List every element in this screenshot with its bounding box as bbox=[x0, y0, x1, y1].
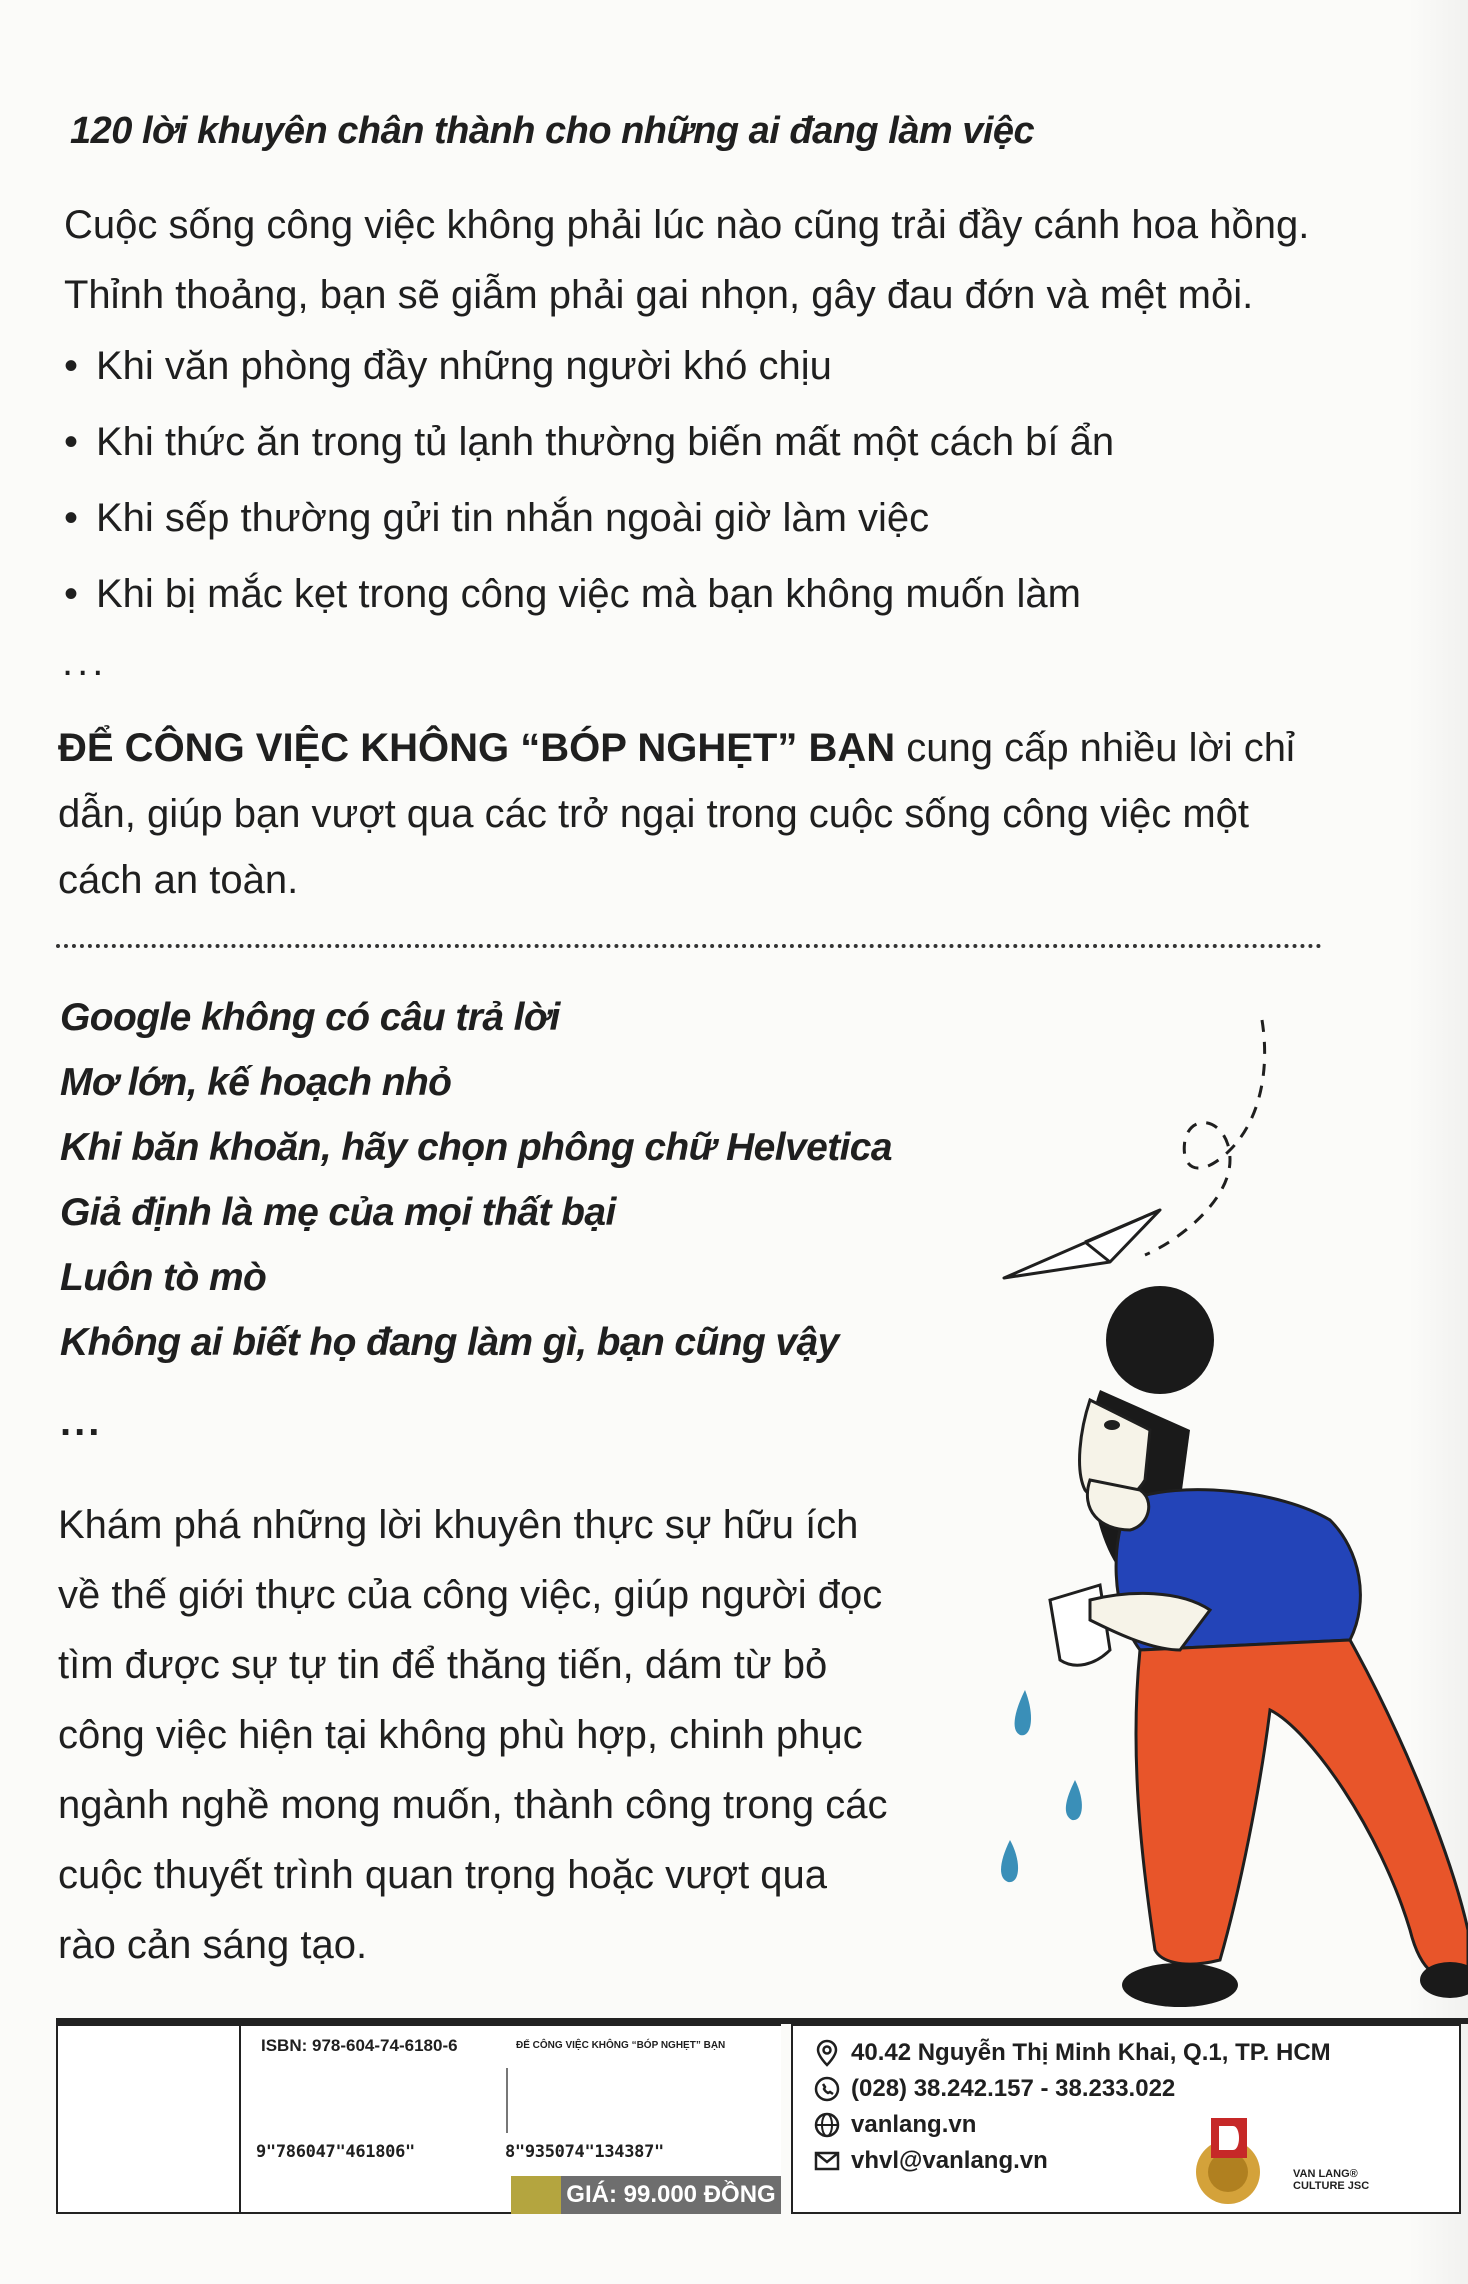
address-row bbox=[813, 2036, 1331, 2070]
ean-number: 8"935074"134387" bbox=[505, 2142, 664, 2162]
bullet-item: • Khi văn phòng đầy những người khó chịu bbox=[64, 328, 1114, 404]
footer bbox=[56, 2024, 1468, 2224]
woman-with-paper-plane-illustration bbox=[980, 1010, 1468, 2030]
barcode-book-title: ĐỂ CÔNG VIỆC KHÔNG “BÓP NGHẸT” BẠN bbox=[516, 2040, 726, 2051]
barcode-area bbox=[241, 2024, 781, 2214]
address-text: 40.42 Nguyễn Thị Minh Khai, Q.1, TP. HCM bbox=[851, 2039, 1331, 2066]
website-text[interactable]: vanlang.vn bbox=[851, 2111, 977, 2138]
brand-line: VAN LANG® bbox=[1293, 2168, 1358, 2180]
dotted-divider bbox=[56, 944, 1322, 948]
quote-item: Không ai biết họ đang làm gì, bạn cũng vậy bbox=[60, 1321, 839, 1364]
van-lang-logo bbox=[1183, 2110, 1273, 2210]
quote-list bbox=[60, 985, 892, 1375]
quote-item: Luôn tò mò bbox=[60, 1256, 267, 1299]
water-drop bbox=[1001, 1840, 1018, 1882]
summary-text: cung cấp nhiều lời chỉ dẫn, giúp bạn vượt qua các trở ngại trong cuộc sống công việc một cách an toàn. bbox=[58, 726, 1295, 902]
intro-paragraph: Cuộc sống công việc không phải lúc nào cũng trải đầy cánh hoa hồng. Thỉnh thoảng, bạn sẽ giẫm phải gai nhọn, gây đau đớn và mệt mỏi. bbox=[64, 203, 1310, 317]
quote-item: Giả định là mẹ của mọi thất bại bbox=[60, 1191, 616, 1234]
brand-name bbox=[1293, 2168, 1369, 2192]
heading: 120 lời khuyên chân thành cho những ai đang làm việc bbox=[70, 110, 1035, 152]
email-row bbox=[813, 2144, 1048, 2178]
website-row bbox=[813, 2108, 976, 2142]
phone-row bbox=[813, 2072, 1175, 2106]
ellipsis: ... bbox=[62, 640, 108, 684]
bullet-list bbox=[64, 328, 1114, 632]
water-drop bbox=[1015, 1690, 1031, 1735]
globe-icon bbox=[813, 2111, 841, 2139]
mail-icon bbox=[813, 2147, 841, 2175]
bullet-item: • Khi bị mắc kẹt trong công việc mà bạn không muốn làm bbox=[64, 556, 1114, 632]
quote-item: Khi băn khoăn, hãy chọn phông chữ Helvetica bbox=[60, 1126, 892, 1169]
ellipsis: ... bbox=[60, 1400, 103, 1444]
book-title: ĐỂ CÔNG VIỆC KHÔNG “BÓP NGHẸT” BẠN bbox=[58, 726, 896, 770]
flight-path bbox=[1145, 1020, 1265, 1255]
ean-number: 9"786047"461806" bbox=[256, 2142, 415, 2162]
bullet-item: • Khi thức ăn trong tủ lạnh thường biến mất một cách bí ẩn bbox=[64, 404, 1114, 480]
publisher-contact bbox=[791, 2024, 1461, 2214]
phone-text: (028) 38.242.157 - 38.233.022 bbox=[851, 2075, 1176, 2102]
isbn-text: ISBN: 978-604-74-6180-6 bbox=[261, 2036, 458, 2055]
pants bbox=[1136, 1640, 1468, 1978]
price-label: GIÁ: 99.000 ĐỒNG bbox=[561, 2176, 781, 2214]
brand-line: CULTURE JSC bbox=[1293, 2180, 1370, 2192]
location-pin-icon bbox=[813, 2039, 841, 2067]
quote-item: Mơ lớn, kế hoạch nhỏ bbox=[60, 1061, 452, 1104]
phone-icon bbox=[813, 2075, 841, 2103]
bullet-item: • Khi sếp thường gửi tin nhắn ngoài giờ làm việc bbox=[64, 480, 1114, 556]
blank-label-box bbox=[56, 2024, 241, 2214]
shoe bbox=[1122, 1963, 1238, 2007]
email-text[interactable]: vhvl@vanlang.vn bbox=[851, 2147, 1048, 2174]
eye bbox=[1104, 1420, 1120, 1430]
quote-item: Google không có câu trả lời bbox=[60, 996, 560, 1039]
hair-bun bbox=[1106, 1286, 1214, 1394]
explore-paragraph: Khám phá những lời khuyên thực sự hữu ích về thế giới thực của công việc, giúp người đọc tìm được sự tự tin để thăng tiến, dám từ bỏ công việc hiện tại không phù hợp, chinh phục ngành nghề mong muốn, thành công trong các cuộc thuyết trình quan trọng hoặc vượt qua rào cản sáng tạo. bbox=[58, 1503, 888, 1967]
water-drop bbox=[1066, 1780, 1082, 1820]
barcode-separator bbox=[506, 2068, 508, 2133]
summary-paragraph bbox=[58, 715, 1333, 913]
color-swatch bbox=[511, 2176, 561, 2214]
